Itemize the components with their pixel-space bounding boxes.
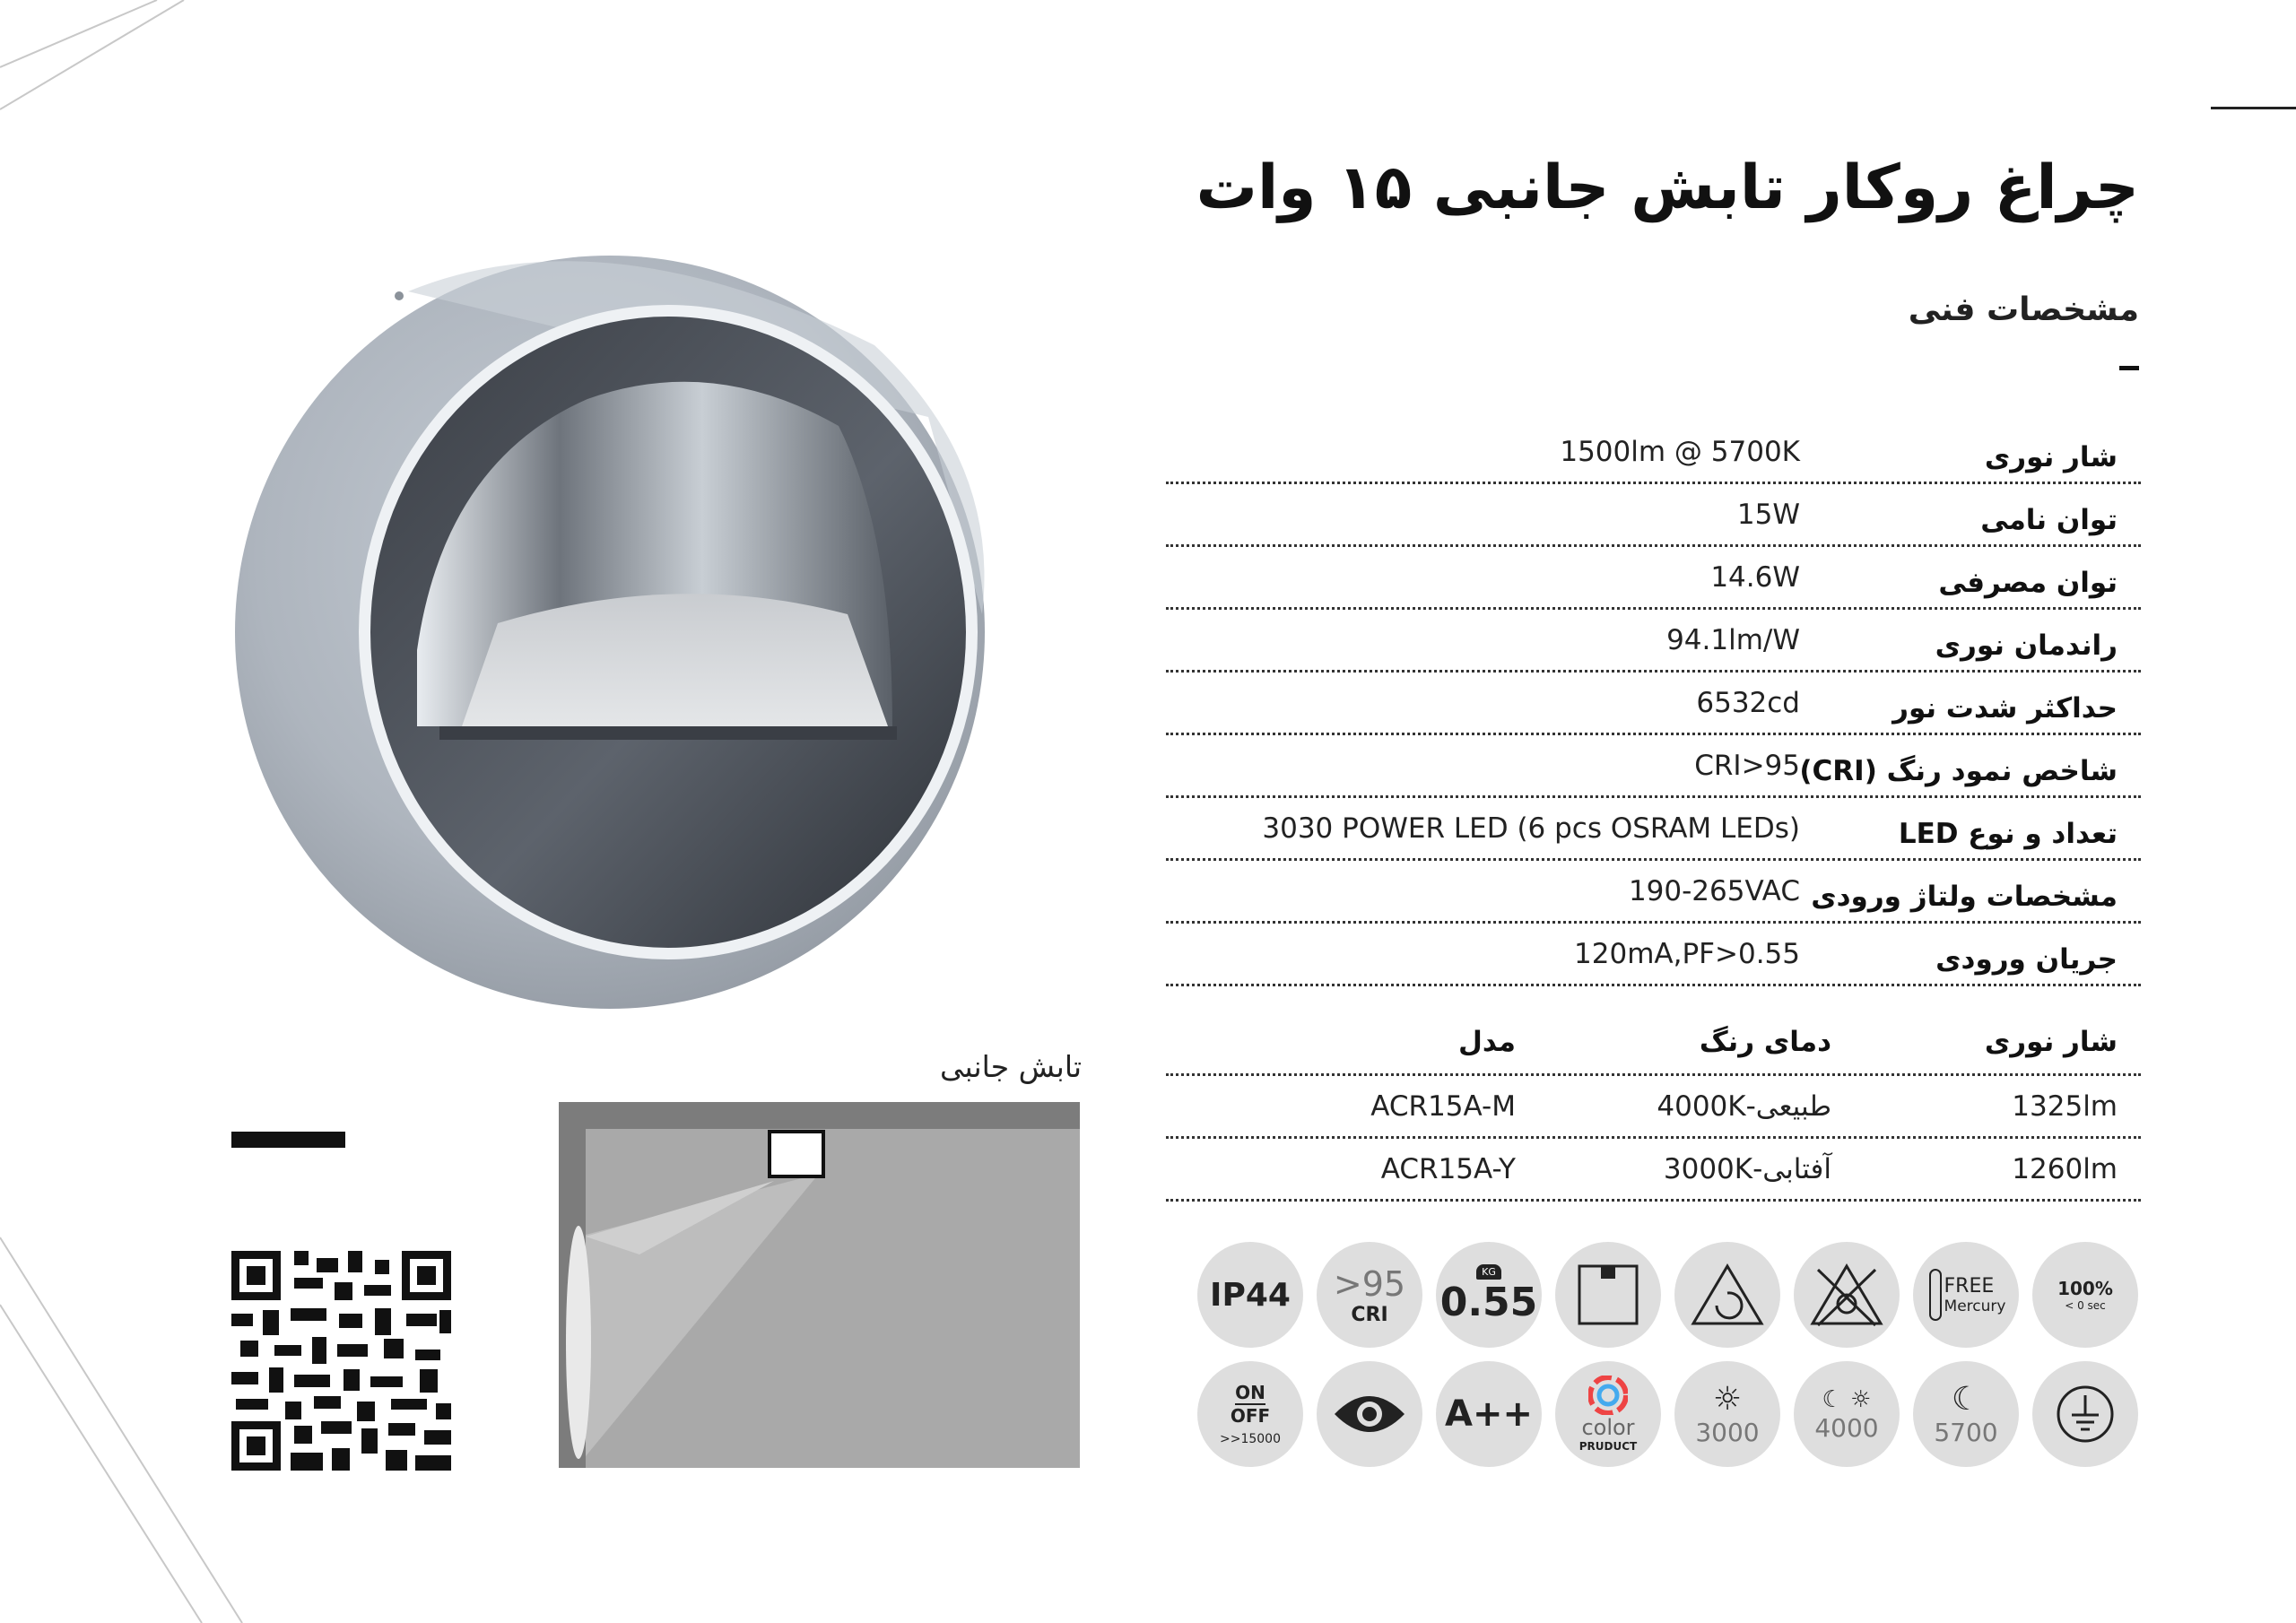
sun-icon: ☼ [1712, 1381, 1743, 1418]
spec-table [1166, 421, 2141, 986]
color-label: color [1581, 1415, 1635, 1440]
spec-label: حداکثر شدت نور [1892, 692, 2118, 725]
model-table [1166, 1013, 2141, 1202]
table-row [1166, 1139, 2141, 1202]
cct-4000-label: 4000 [1814, 1412, 1879, 1443]
ip44-icon [1197, 1242, 1303, 1348]
free-label: FREE [1944, 1274, 1995, 1298]
mercury-free-icon [1913, 1242, 2019, 1348]
header-flux: شار نوری [1984, 1026, 2118, 1058]
header-model: مدل [1458, 1026, 1516, 1058]
spec-value: 1500lm @ 5700K [1560, 436, 1800, 468]
cct-5700-icon [1913, 1361, 2019, 1467]
accent-bar [231, 1132, 345, 1148]
cri-icon [1317, 1242, 1422, 1348]
mercury-label: Mercury [1944, 1297, 2006, 1315]
section-dash [2119, 366, 2139, 370]
spec-row [1166, 673, 2141, 735]
spec-label: جریان ورودی [1935, 943, 2118, 976]
spec-label: شار نوری [1984, 441, 2118, 473]
spec-value: CRI>95 [1694, 750, 1800, 782]
eye-comfort-icon [1317, 1361, 1422, 1467]
color-product-icon [1555, 1361, 1661, 1467]
model-table-header [1166, 1013, 2141, 1076]
weight-kg: KG [1476, 1264, 1501, 1280]
spec-label: توان مصرفی [1938, 567, 2118, 599]
cct-4000-icon [1794, 1361, 1900, 1467]
table-row [1166, 1076, 2141, 1139]
spec-row [1166, 798, 2141, 861]
beam-diagram [559, 1102, 1080, 1468]
spec-value: 15W [1736, 499, 1800, 531]
on-label: ON [1235, 1382, 1265, 1403]
weight-icon [1436, 1242, 1542, 1348]
ip-label: IP44 [1210, 1276, 1291, 1314]
spec-row [1166, 924, 2141, 986]
spec-label: تعداد و نوع LED [1898, 818, 2118, 850]
spec-label: راندمان نوری [1935, 629, 2118, 662]
cell-cct: طبیعی-4000K [1657, 1090, 1831, 1123]
spec-row [1166, 735, 2141, 798]
spec-row [1166, 861, 2141, 924]
cell-cct: آفتابی-3000K [1663, 1153, 1831, 1185]
spec-label: مشخصات ولتاژ ورودی [1811, 881, 2118, 913]
spec-value: 3030 POWER LED (6 pcs OSRAM LEDs) [1262, 812, 1800, 845]
header-cct: دمای رنگ [1699, 1026, 1831, 1058]
spec-value: 6532cd [1696, 687, 1800, 719]
off-label: OFF [1230, 1405, 1271, 1427]
moon-icon: ☾ [1951, 1381, 1981, 1418]
switching-cycles-icon [1197, 1361, 1303, 1467]
cri-label: CRI [1351, 1303, 1388, 1326]
spec-value: 94.1lm/W [1666, 624, 1800, 656]
spec-value: 120mA,PF>0.55 [1574, 938, 1800, 970]
no-uv-icon [1794, 1242, 1900, 1348]
spec-label: شاخص نمود رنگ (CRI) [1799, 755, 2118, 787]
cct-5700-label: 5700 [1934, 1418, 1998, 1447]
cell-flux: 1260lm [2012, 1153, 2118, 1185]
spec-row [1166, 610, 2141, 673]
instant-percent: 100% [2057, 1278, 2113, 1299]
top-rule [2211, 107, 2296, 109]
spec-label: توان نامی [1980, 504, 2118, 536]
spec-row [1166, 421, 2141, 484]
cct-3000-icon [1674, 1361, 1780, 1467]
spec-row [1166, 547, 2141, 610]
ground-icon [2032, 1361, 2138, 1467]
cell-flux: 1325lm [2012, 1090, 2118, 1123]
weight-value: 0.55 [1439, 1280, 1538, 1325]
instant-on-icon [2032, 1242, 2138, 1348]
surface-mount-icon [1555, 1242, 1661, 1348]
energy-class-icon [1436, 1361, 1542, 1467]
cri-value: >95 [1333, 1263, 1406, 1304]
section-title: مشخصات فنی [1908, 291, 2139, 328]
dimmable-icon [1674, 1242, 1780, 1348]
spec-value: 190-265VAC [1628, 875, 1800, 907]
cycles-label: >>15000 [1220, 1432, 1281, 1446]
cct-3000-label: 3000 [1695, 1418, 1760, 1447]
product-image [229, 238, 1018, 1009]
cell-model: ACR15A-M [1370, 1090, 1516, 1123]
moon-sun-icon: ☾ ☼ [1822, 1385, 1872, 1413]
spec-value: 14.6W [1710, 561, 1800, 594]
cell-model: ACR15A-Y [1380, 1153, 1516, 1185]
product-label: PRUDUCT [1578, 1440, 1638, 1453]
instant-seconds: < 0 sec [2065, 1299, 2106, 1312]
page-title: چراغ روکار تابش جانبی ۱۵ وات [1196, 152, 2139, 223]
energy-label: A++ [1445, 1393, 1533, 1435]
qr-code[interactable] [231, 1251, 451, 1471]
diagram-caption: تابش جانبی [940, 1049, 1083, 1084]
spec-row [1166, 484, 2141, 547]
